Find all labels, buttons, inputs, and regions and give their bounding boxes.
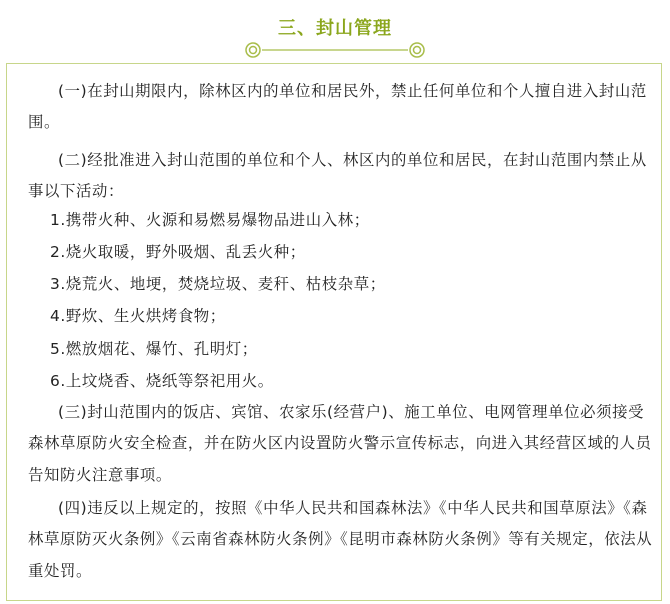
list-item: 6.上坟烧香、烧纸等祭祀用火。 bbox=[50, 372, 274, 390]
right-ring-icon bbox=[410, 43, 424, 57]
list-item: 1.携带火种、火源和易燃易爆物品进山入林； bbox=[50, 211, 370, 229]
left-ring-icon bbox=[246, 43, 260, 57]
title-ornament bbox=[240, 40, 430, 60]
list-item: 5.燃放烟花、爆竹、孔明灯； bbox=[50, 340, 258, 358]
paragraph-3: (三)封山范围内的饭店、宾馆、农家乐(经营户)、施工单位、电网管理单位必须接受森林草原防火安全检查，并在防火区内设置防火警示宣传标志，向进入其经营区域的人员告知防火注意事项。 bbox=[28, 403, 652, 484]
list-item: 4.野炊、生火烘烤食物； bbox=[50, 307, 226, 325]
paragraph-4: (四)违反以上规定的，按照《中华人民共和国森林法》《中华人民共和国草原法》《森林草原防灭火条例》《云南省森林防火条例》《昆明市森林防火条例》等有关规定，依法从重处罚。 bbox=[28, 499, 653, 580]
paragraph-1: (一)在封山期限内，除林区内的单位和居民外，禁止任何单位和个人擅自进入封山范围。 bbox=[28, 82, 647, 132]
list-item: 3.烧荒火、地埂，焚烧垃圾、麦秆、枯枝杂草； bbox=[50, 275, 386, 293]
section-title: 三、封山管理 bbox=[278, 18, 392, 39]
paragraph-2: (二)经批准进入封山范围的单位和个人、林区内的单位和居民，在封山范围内禁止从事以下活动： bbox=[28, 151, 647, 201]
list-item: 2.烧火取暖，野外吸烟、乱丢火种； bbox=[50, 243, 306, 261]
